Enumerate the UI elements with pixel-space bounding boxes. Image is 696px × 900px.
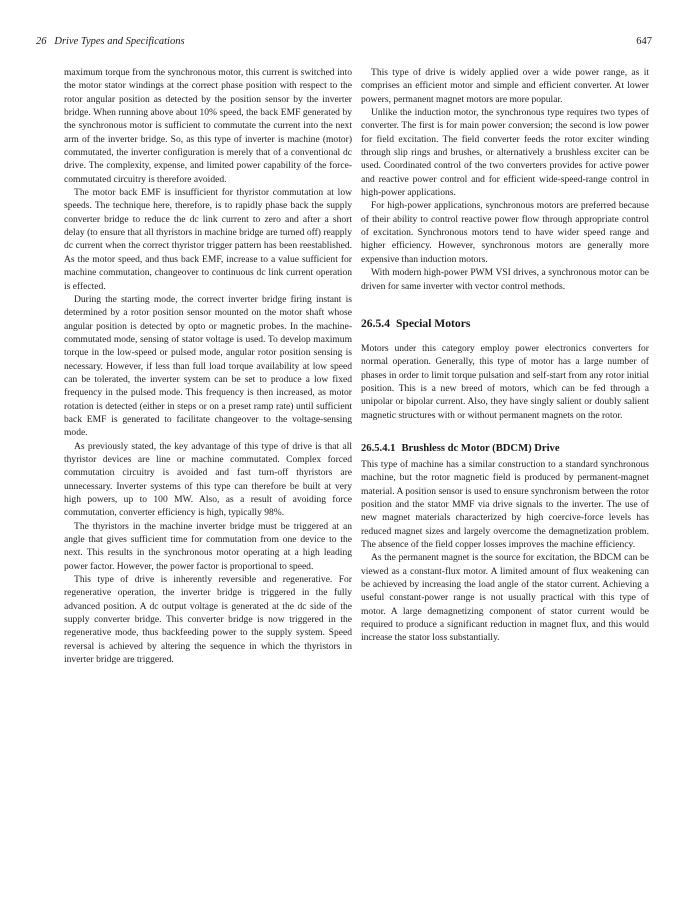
left-column bbox=[64, 66, 352, 666]
paragraph: Unlike the induction motor, the synchronous type requires two types of converter. The first is for main power conversion; the second is low power for field excitation. The field converter feeds the rotor exciter winding through slip rings and brushes, or alternatively a brushless exciter can be used. Coordinated control of the two converters provides for active power and reactive power control and for efficient wide-speed-range control in high-power applications. bbox=[361, 107, 649, 199]
chapter-number: 26 bbox=[36, 36, 47, 47]
paragraph: Motors under this category employ power electronics converters for normal operation. Generally, this type of motor has a large number of phases in order to limit torque pulsation and self-start from any rotor initial position. This is a new breed of motors, which can be fed through a unipolar or bipolar current. Also, they have singly salient or doubly salient magnetic structures with or without permanent magnets on the rotor. bbox=[361, 342, 649, 421]
chapter-title: Drive Types and Specifications bbox=[54, 36, 185, 47]
paragraph: During the starting mode, the correct inverter bridge firing instant is determined by a rotor position sensor mounted on the motor shaft whose angular position is detected by opto or magnetic probes. In the machine-commutated mode, sensing of stator voltage is used. To develop maximum torque in the low-speed or pulsed mode, angular rotor position sensing is necessary. However, if less than full load torque availability at low speed can be tolerated, the inverter system can be set to produce a low fixed frequency in the pulsed mode. This frequency is then increased, as motor rotation is detected (either in steps or on a preset ramp rate) until sufficient back EMF is generated to facilitate changeover to the voltage-sensing mode. bbox=[64, 293, 352, 439]
paragraph: This type of drive is inherently reversible and regenerative. For regenerative operation, the inverter bridge is triggered in the fully advanced position. A dc output voltage is generated at the dc side of the supply converter bridge. This converter bridge is now triggered in the regenerative mode, thus backfeeding power to the supply system. Speed reversal is achieved by altering the sequence in which the thyristors in inverter bridge are triggered. bbox=[64, 574, 352, 666]
subsection-number: 26.5.4.1 bbox=[361, 442, 396, 454]
right-column bbox=[361, 66, 649, 645]
paragraph: For high-power applications, synchronous motors are preferred because of their ability to control reactive power flow through appropriate control of excitation. Synchronous motors tend to have wider speed range and higher efficiency. However, synchronous motors are generally more expensive than induction motors. bbox=[361, 200, 649, 265]
paragraph: The motor back EMF is insufficient for thyristor commutation at low speeds. The technique here, therefore, is to rapidly phase back the supply converter bridge to reduce the dc link current to zero and after a short delay (to ensure that all thyristors in machine bridge are turned off) reapply dc current when the correct thyristor trigger pattern has been reestablished. As the motor speed, and thus back EMF, increase to a value sufficient for machine commutation, changeover to continuous dc link current operation is effected. bbox=[64, 187, 352, 292]
paragraph: As the permanent magnet is the source for excitation, the BDCM can be viewed as a constant-flux motor. A limited amount of flux weakening can be achieved by increasing the load angle of the stator current. Achieving a useful constant-power range is not usually practical with this type of motor. A large demagnetizing component of stator current would be required to produce a significant reduction in magnet flux, and this would increase the stator loss substantially. bbox=[361, 552, 649, 644]
paragraph: maximum torque from the synchronous motor, this current is switched into the motor stator windings at the correct phase position with respect to the rotor angular position as detected by the position sensor by the inverter bridge. When running above about 10% speed, the back EMF generated by the synchronous motor is sufficient to commutate the current into the next arm of the inverter bridge. So, as this type of inverter is machine (motor) commutated, the inverter configuration is merely that of a conventional dc drive. The complexity, expense, and limited power capability of the force-commutated circuitry is therefore avoided. bbox=[64, 67, 352, 185]
paragraph: This type of drive is widely applied over a wide power range, as it comprises an efficient motor and simple and efficient converter. At lower powers, permanent magnet motors are more popular. bbox=[361, 67, 649, 105]
section-heading bbox=[361, 317, 649, 331]
running-header bbox=[36, 36, 660, 52]
paragraph: As previously stated, the key advantage of this type of drive is that all thyristor devices are line or machine commutated. Complex forced commutation circuitry is avoided and fast turn-off thyristors are unnecessary. Inverter systems of this type can therefore be built at very high powers, up to 100 MW. Also, as a result of avoiding force commutation, converter efficiency is high, typically 98%. bbox=[64, 440, 352, 519]
paragraph: The thyristors in the machine inverter bridge must be triggered at an angle that gives sufficient time for commutation from one device to the next. This results in the synchronous motor operating at a high leading power factor. However, the power factor is proportional to speed. bbox=[64, 520, 352, 572]
running-header-chapter bbox=[36, 36, 185, 47]
page-number: 647 bbox=[636, 36, 652, 47]
section-title: Special Motors bbox=[395, 316, 471, 330]
section-number: 26.5.4 bbox=[361, 316, 390, 330]
subsection-title: Brushless dc Motor (BDCM) Drive bbox=[401, 442, 560, 454]
paragraph: This type of machine has a similar construction to a standard synchronous machine, but the rotor magnetic field is produced by permanent-magnet material. A position sensor is used to ensure synchronism between the rotor position and the stator MMF via drive signals to the inverter. The use of new magnet materials characterized by high coercive-force levels has reduced magnet sizes and largely overcome the demagnetization problem. The absence of the field copper losses improves the machine efficiency. bbox=[361, 458, 649, 550]
paragraph: With modern high-power PWM VSI drives, a synchronous motor can be driven for same inverter with vector control methods. bbox=[361, 267, 649, 292]
subsection-heading bbox=[361, 442, 649, 456]
